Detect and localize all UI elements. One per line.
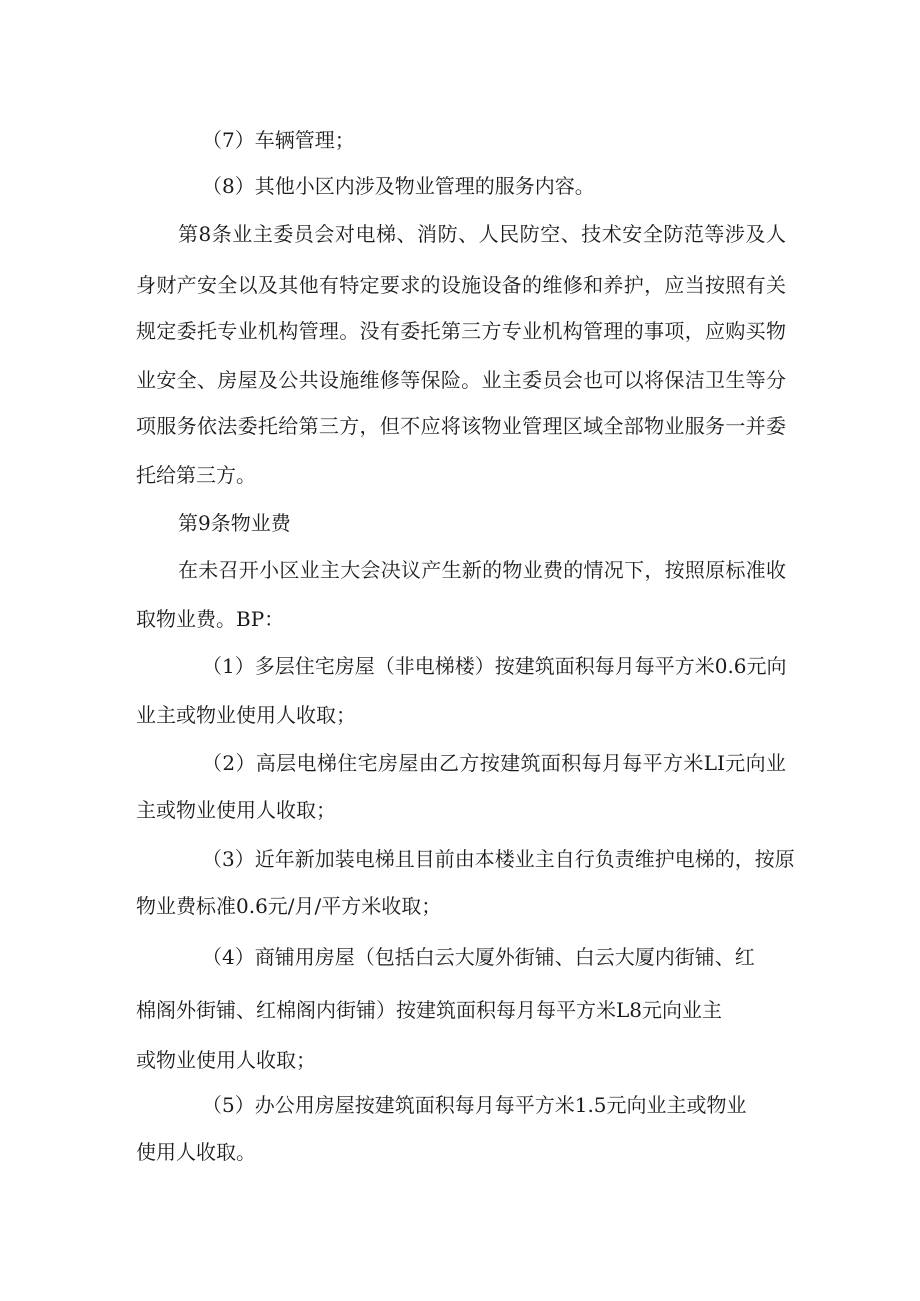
article-9-intro-line-2: 取物业费。BP： [136,607,285,631]
fee-item-5-line-2: 使用人收取。 [136,1140,256,1164]
fee-item-5-line-1: （5）办公用房屋按建筑面积每月每平方米1.5元向业主或物业 [202,1093,747,1117]
article-9-intro-line-1: 在未召开小区业主大会决议产生新的物业费的情况下，按照原标准收 [178,558,786,582]
fee-item-2-line-2: 主或物业使用人收取； [136,798,336,822]
item-8-line: （8）其他小区内涉及物业管理的服务内容。 [202,174,595,198]
article-8-line-1: 第8条业主委员会对电梯、消防、人民防空、技术安全防范等涉及人 [178,222,786,246]
fee-item-3-line-1: （3）近年新加装电梯且目前由本楼业主自行负责维护电梯的，按原 [202,847,795,871]
article-9-heading: 第9条物业费 [178,511,291,535]
article-8-line-4: 业安全、房屋及公共设施维修等保险。业主委员会也可以将保洁卫生等分 [136,368,786,392]
fee-item-2-line-1: （2）高层电梯住宅房屋由乙方按建筑面积每月每平方米LI元向业 [202,751,786,775]
fee-item-1-line-2: 业主或物业使用人收取； [136,703,356,727]
fee-item-3-line-2: 物业费标准0.6元/月/平方米收取； [136,894,442,918]
fee-item-1-line-1: （1）多层住宅房屋（非电梯楼）按建筑面积每月每平方米0.6元向 [202,654,787,678]
article-8-line-6: 托给第三方。 [136,463,256,487]
article-8-line-3: 规定委托专业机构管理。没有委托第三方专业机构管理的事项，应购买物 [136,319,786,343]
fee-item-4-line-3: 或物业使用人收取； [136,1048,316,1072]
item-7-line: （7）车辆管理； [202,128,355,152]
article-8-line-2: 身财产安全以及其他有特定要求的设施设备的维修和养护，应当按照有关 [136,273,786,297]
article-8-line-5: 项服务依法委托给第三方，但不应将该物业管理区域全部物业服务一并委 [136,414,786,438]
fee-item-4-line-1: （4）商铺用房屋（包括白云大厦外街铺、白云大厦内街铺、红 [202,945,755,969]
fee-item-4-line-2: 棉阁外街铺、红棉阁内街铺）按建筑面积每月每平方米L8元向业主 [136,998,723,1022]
